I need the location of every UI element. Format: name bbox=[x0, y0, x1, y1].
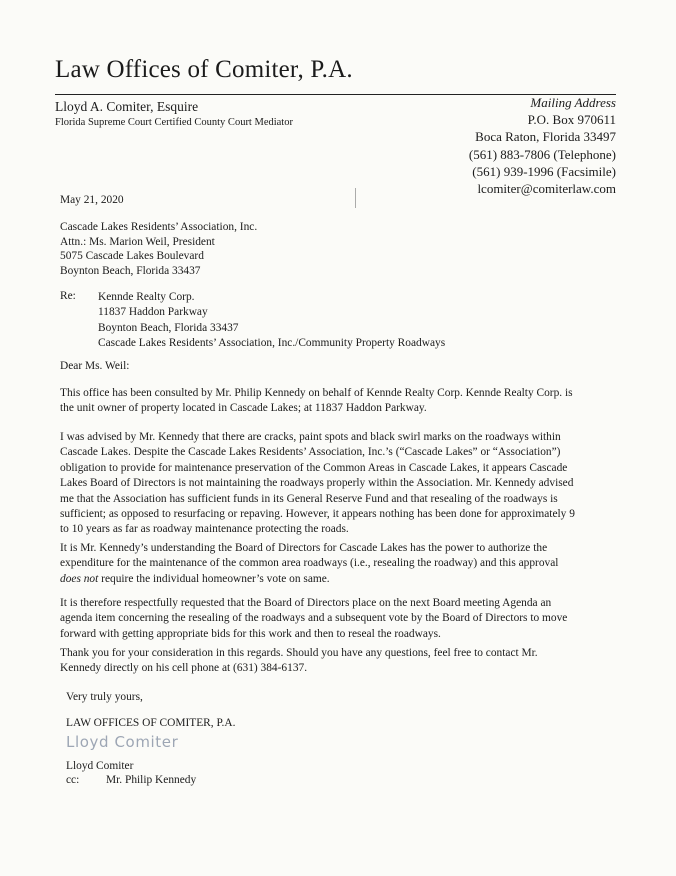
paragraph-line: Cascade Lakes. Despite the Cascade Lakes Residents’ Association, Inc.’s (“Cascade Lakes” or “Association”) bbox=[60, 446, 561, 459]
recipient-city: Boynton Beach, Florida 33437 bbox=[60, 264, 201, 277]
cc-label: cc: bbox=[66, 774, 80, 786]
paragraph-line: to 10 years as far as roadway maintenance protecting the roads. bbox=[60, 523, 349, 536]
paragraph-line: me that the Association has sufficient funds in its General Reserve Fund and that resealing of the roadways is bbox=[60, 492, 558, 505]
paragraph-line: It is therefore respectfully requested that the Board of Directors place on the next Board meeting Agenda an bbox=[60, 597, 552, 609]
paragraph-1 bbox=[60, 386, 632, 417]
recipient-address bbox=[60, 220, 632, 278]
paragraph-line: sufficient; as opposed to resurfacing or repaving. However, it appears nothing has been done for approximately 9 bbox=[60, 508, 575, 521]
firm-name: Law Offices of Comiter, P.A. bbox=[55, 56, 353, 83]
facsimile: (561) 939-1996 (Facsimile) bbox=[472, 163, 616, 179]
salutation: Dear Ms. Weil: bbox=[60, 360, 130, 372]
paragraph-line-rest: require the individual homeowner’s vote on same. bbox=[98, 572, 330, 585]
mailing-heading: Mailing Address bbox=[530, 95, 616, 110]
re-line: Kennde Realty Corp. bbox=[98, 291, 195, 303]
recipient-street: 5075 Cascade Lakes Boulevard bbox=[60, 250, 204, 263]
telephone: (561) 883-7806 (Telephone) bbox=[468, 146, 616, 162]
signer-name: Lloyd Comiter bbox=[66, 760, 134, 772]
paragraph-5 bbox=[60, 646, 632, 677]
paragraph-line: This office has been consulted by Mr. Philip Kennedy on behalf of Kennde Realty Corp. Kennde Realty Corp. is bbox=[60, 387, 573, 399]
po-box: P.O. Box 970611 bbox=[527, 112, 616, 128]
re-line: Boynton Beach, Florida 33437 bbox=[98, 321, 239, 334]
letter-date: May 21, 2020 bbox=[60, 194, 124, 206]
paragraph-line: the unit owner of property located in Cascade Lakes; at 11837 Haddon Parkway. bbox=[60, 402, 427, 415]
paragraph-line: forward with getting appropriate bids for this work and then to reseal the roadways. bbox=[60, 627, 441, 640]
paragraph-3 bbox=[60, 541, 632, 587]
re-line: 11837 Haddon Parkway bbox=[98, 306, 208, 319]
paragraph-line bbox=[60, 572, 632, 587]
paragraph-line: I was advised by Mr. Kennedy that there are cracks, paint spots and black swirl marks on the roadways within bbox=[60, 431, 561, 443]
signature-image: Lloyd Comiter bbox=[66, 733, 179, 751]
re-label: Re: bbox=[60, 290, 76, 302]
paragraph-line: Lakes Board of Directors is not maintaining the roadways properly within the Association. Mr. Kennedy advised bbox=[60, 477, 574, 490]
paragraph-2 bbox=[60, 430, 632, 538]
paragraph-line: It is Mr. Kennedy’s understanding the Board of Directors for Cascade Lakes has the power to authorize the bbox=[60, 542, 548, 554]
attorney-name: Lloyd A. Comiter, Esquire bbox=[55, 99, 199, 114]
signature-firm: LAW OFFICES OF COMITER, P.A. bbox=[66, 717, 236, 729]
attorney-credential: Florida Supreme Court Certified County Court Mediator bbox=[55, 117, 293, 128]
emphasis-does-not: does not bbox=[60, 572, 99, 585]
recipient-organization: Cascade Lakes Residents’ Association, Inc. bbox=[60, 221, 258, 233]
paragraph-line: agenda item concerning the resealing of the roadways and a subsequent vote by the Board of Directors to move bbox=[60, 612, 568, 625]
paragraph-line: obligation to provide for maintenance preservation of the Common Areas in Cascade Lakes, it appears Cascade bbox=[60, 461, 568, 474]
re-block bbox=[98, 290, 445, 352]
closing: Very truly yours, bbox=[66, 691, 143, 703]
paragraph-line: Thank you for your consideration in this regards. Should you have any questions, feel free to contact Mr. bbox=[60, 647, 538, 659]
email: lcomiter@comiterlaw.com bbox=[477, 181, 616, 197]
mailing-city: Boca Raton, Florida 33497 bbox=[475, 129, 616, 145]
paragraph-line: expenditure for the maintenance of the common area roadways (i.e., resealing the roadway) and this approval bbox=[60, 557, 559, 570]
re-line: Cascade Lakes Residents’ Association, Inc./Community Property Roadways bbox=[98, 337, 446, 350]
paragraph-4 bbox=[60, 596, 632, 642]
recipient-attention: Attn.: Ms. Marion Weil, President bbox=[60, 235, 215, 248]
scan-mark bbox=[355, 188, 356, 208]
paragraph-line: Kennedy directly on his cell phone at (631) 384-6137. bbox=[60, 662, 308, 675]
cc-name: Mr. Philip Kennedy bbox=[106, 774, 197, 786]
mailing-address bbox=[469, 94, 616, 197]
